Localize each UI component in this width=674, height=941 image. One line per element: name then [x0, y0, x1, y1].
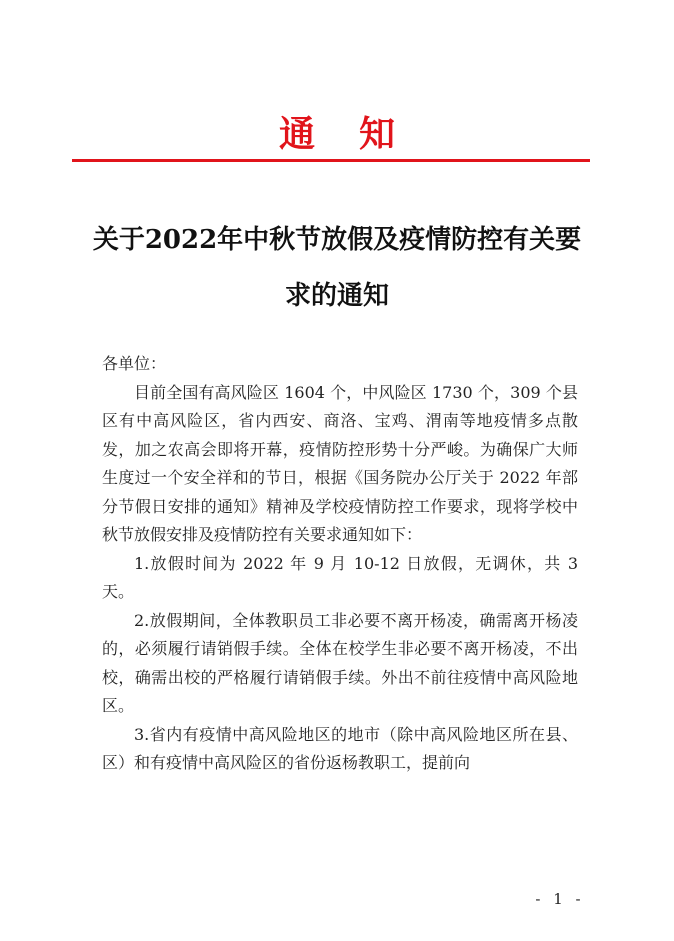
document-body — [102, 350, 578, 778]
salutation: 各单位： — [102, 354, 167, 373]
notice-header-title: 通知 — [278, 113, 439, 155]
paragraph-intro: 目前全国有高风险区 1604 个，中风险区 1730 个，309 个县区有中高风险区，省内西安、商洛、宝鸡、渭南等地疫情多点散发，加之农高会即将开幕，疫情防控形势十分严峻。为确保广大师生度过一个安全祥和的节日，根据《国务院办公厅关于 2022 年部分节假日安排的通知》精神及学校疫情防控工作要求，现将学校中秋节放假安排及疫情防控有关要求通知如下： — [102, 382, 578, 544]
paragraph-item-1: 1.放假时间为 2022 年 9 月 10-12 日放假，无调休，共 3 天。 — [102, 553, 578, 601]
header-red-rule — [72, 159, 590, 162]
document-title: 关于2022年中秋节放假及疫情防控有关要求的通知 — [92, 225, 582, 311]
paragraph-item-3: 3.省内有疫情中高风险地区的地市（除中高风险地区所在县、区）和有疫情中高风险区的省份返杨教职工，提前向 — [102, 724, 578, 772]
page-number: - 1 - — [535, 890, 585, 908]
paragraph-item-2: 2.放假期间，全体教职员工非必要不离开杨凌，确需离开杨凌的，必须履行请销假手续。全体在校学生非必要不离开杨凌，不出校，确需出校的严格履行请销假手续。外出不前往疫情中高风险地区。 — [102, 610, 578, 715]
